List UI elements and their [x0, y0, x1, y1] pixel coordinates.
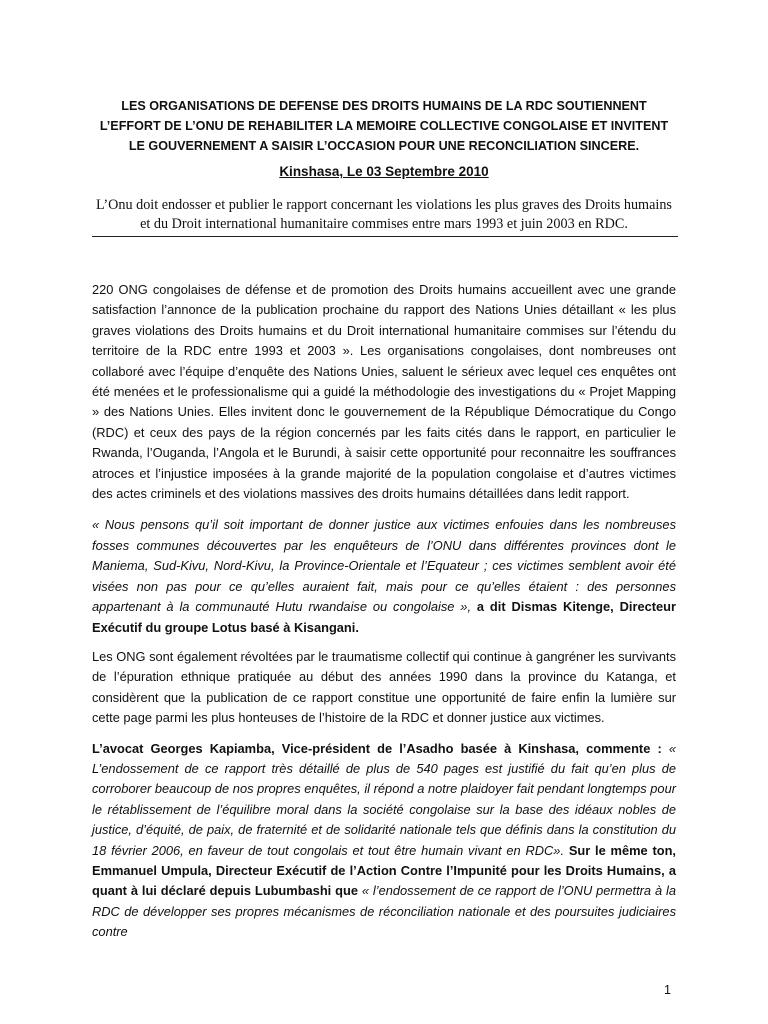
attribution-kitenge: a dit Dismas Kitenge, Directeur Exécutif du groupe Lotus basé à Kisangani. — [92, 599, 676, 635]
paragraph-3: Les ONG sont également révoltées par le traumatisme collectif qui continue à gangréner les survivants de l’épuration ethnique pratiquée au début des années 1990 dans la province du Katanga, et considèrent que la publication de ce rapport constitue une opportunité de faire enfin la lumière sur cette page parmi les plus honteuses de l’histoire de la RDC et donner justice aux victimes. — [92, 648, 676, 726]
paragraph-4 — [92, 739, 676, 943]
document-heading: LES ORGANISATIONS DE DEFENSE DES DROITS HUMAINS DE LA RDC SOUTIENNENT L’EFFORT DE L’ONU DE REHABILITER LA MEMOIRE COLLECTIVE CONGOLAISE ET INVITENT LE GOUVERNEMENT A SAISIR L’OCCASION POUR UNE RECONCILIATION SINCERE. — [99, 99, 669, 153]
dateline: Kinshasa, Le 03 Septembre 2010 — [279, 164, 489, 179]
paragraph-1: 220 ONG congolaises de défense et de promotion des Droits humains accueillent avec une grande satisfaction l’annonce de la publication prochaine du rapport des Nations Unies détaillant « les plus graves violations des Droits humains et du Droit international humanitaire commises sur l’étendu du territoire de la RDC entre 1993 et 2003 ». Les organisations congolaises, dont nombreuses ont collaboré avec l’équipe d’enquête des Nations Unies, saluent le sérieux avec lequel ces enquêtes ont été menées et le professionalisme qui a guidé la méthodologie des investigations du « Projet Mapping » des Nations Unies. Elles invitent donc le gouvernement de la République Démocratique du Congo (RDC) et ceux des pays de la région concernés par les faits cités dans le rapport, en particulier le Rwanda, l’Ouganda, l’Angola et le Burundi, à saisir cette opportunité pour reconnaitre les souffrances atroces et l’injustice imposées à la grande majorité de la population congolaise et d’autres victimes des actes criminels et des violations massives des droits humains détaillées dans ledit rapport. — [92, 282, 676, 502]
page-number: 1 — [664, 983, 671, 997]
intro-statement: L’Onu doit endosser et publier le rapport concernant les violations les plus graves des Droits humains et du Droit international humanitaire commises entre mars 1993 et juin 2003 en RDC. — [96, 197, 672, 232]
quote-kitenge: « Nous pensons qu’il soit important de donner justice aux victimes enfouies dans les nombreuses fosses communes découvertes par les enquêteurs de l’ONU dans différentes provinces dont le Maniema, Sud-Kivu, Nord-Kivu, la Province-Orientale et l’Equateur ; ces victimes semblent avoir été visées non pas pour ce qu’elles auraient fait, mais pour ce qu’elles étaient : des personnes appartenant à la communauté Hutu rwandaise ou congolaise », — [92, 517, 676, 615]
body-text — [92, 280, 676, 954]
attribution-umpula: Sur le même ton, Emmanuel Umpula, Directeur Exécutif de l’Action Contre l’Impunité pour les Droits Humains, a quant à lui déclaré depuis Lubumbashi que — [92, 842, 676, 899]
paragraph-2 — [92, 515, 676, 637]
horizontal-rule — [92, 236, 678, 237]
quote-kapiamba: « L’endossement de ce rapport très détaillé de plus de 540 pages est justifié du fait qu’en plus de corroborer beaucoup de nos propres enquêtes, il répond a notre plaidoyer fait pendant longtemps pour le rétablissement de l’équilibre moral dans la société congolaise sur la base des idéaux nobles de justice, d’équité, de paix, de fraternité et de solidarité nationale tels que définis dans la constitution du 18 février 2006, en faveur de tout congolais et tout être humain vivant en RDC». — [92, 740, 676, 858]
quote-umpula: « l’endossement de ce rapport de l’ONU permettra à la RDC de développer ses propres mécanismes de réconciliation nationale et des poursuites judiciaires contre — [92, 883, 676, 940]
lead-kapiamba: L’avocat Georges Kapiamba, Vice-président de l’Asadho basée à Kinshasa, commente : — [92, 740, 662, 756]
